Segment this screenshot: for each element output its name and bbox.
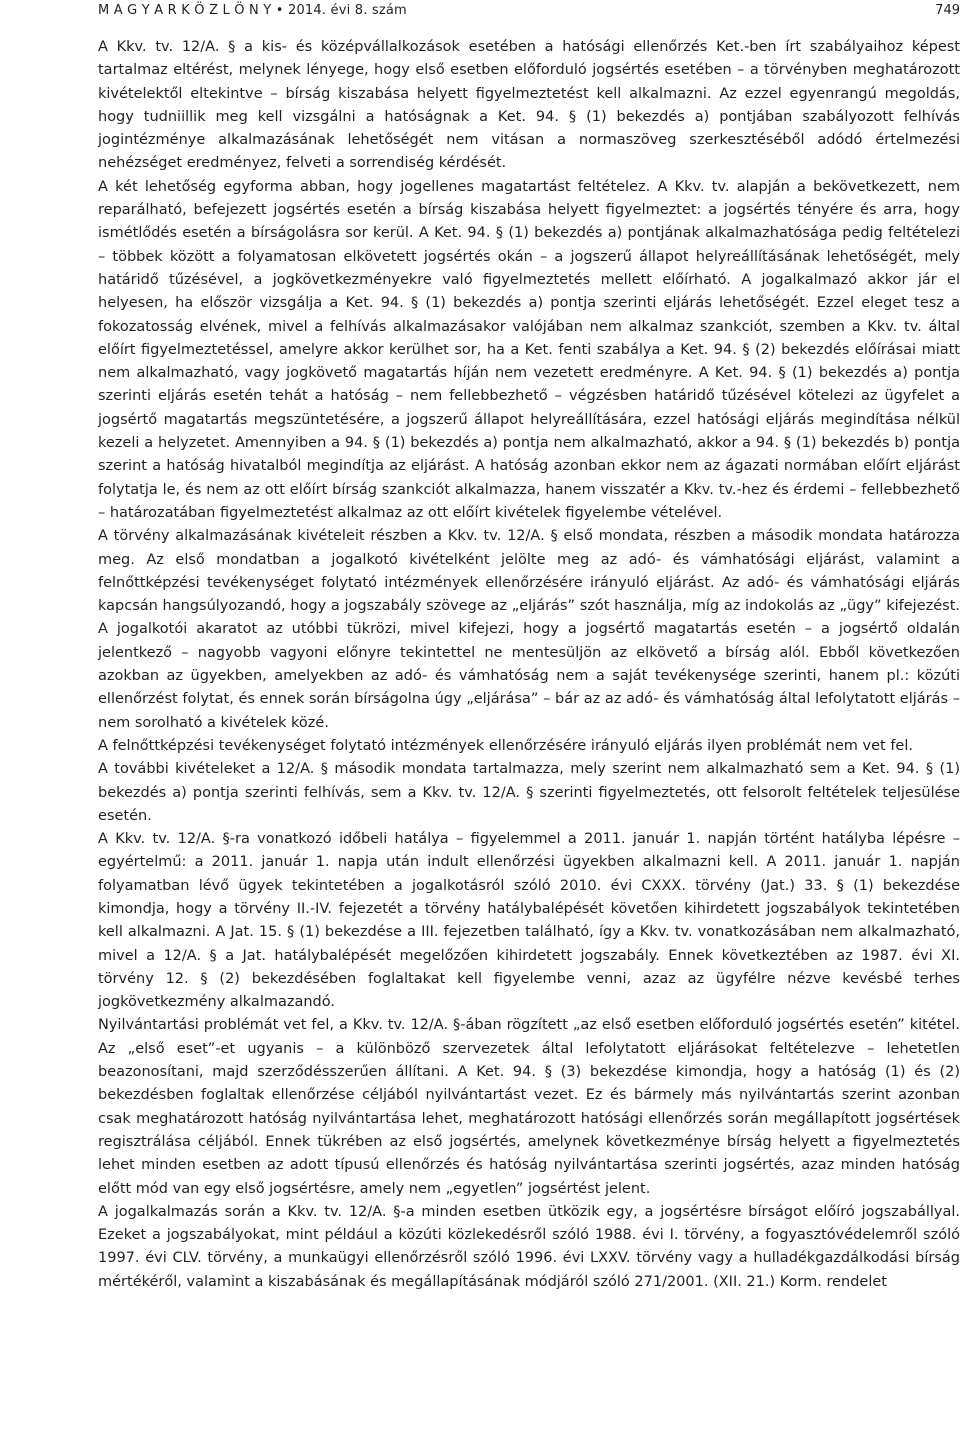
running-title: M A G Y A R K Ö Z L Ö N Y • 2014. évi 8. szám <box>98 3 407 18</box>
paragraph-2: A két lehetőség egyforma abban, hogy jogellenes magatartást feltételez. A Kkv. tv. alapján a bekövetkezett, nem reparálható, befejezett jogsértés esetén a bírság kiszabása helyett figyelmeztet: a jogsértés tényére és arra, hogy ismétlődés esetén a bírságolásra sor kerül. A Ket. 94. § (1) bekezdés a) pontjának alkalmazhatósága pedig feltételezi – többek között a folyamatosan elkövetett jogsértés okán – a jogszerű állapot helyreállításának lehetőségét, mely határidő tűzésével, a jogkövetkezményekre való figyelmeztetés mellett előírható. A jogalkalmazó akkor jár el helyesen, ha először vizsgálja a Ket. 94. § (1) bekezdés a) pontja szerinti eljárás lehetőségét. Ezzel eleget tesz a fokozatosság elvének, mivel a felhívás alkalmazásakor valójában nem alkalmaz szankciót, szemben a Kkv. tv. által előírt figyelmeztetéssel, amelyre akkor kerülhet sor, ha a Ket. fenti szabálya a Ket. 94. § (2) bekezdés előírásai miatt nem alkalmazható, vagy jogkövető magatartás híján nem vezetett eredményre. A Ket. 94. § (1) bekezdés a) pontja szerinti eljárás esetén tehát a hatóság – nem fellebbezhető – végzésben határidő tűzésével kötelezi az ügyfelet a jogsértő magatartás megszüntetésére, a jogszerű állapot helyreállítására, ezzel hatósági eljárás megindítása nélkül kezeli a helyzetet. Amennyiben a 94. § (1) bekezdés a) pontja nem alkalmazható, akkor a 94. § (1) bekezdés b) pontja szerint a hatóság hivatalból megindítja az eljárást. A hatóság azonban ekkor nem az ágazati normában előírt eljárást folytatja le, és nem az ott előírt bírság szankciót alkalmazza, hanem visszatér a Kkv. tv.-hez és érdemi – fellebbezhető – határozatában figyelmeztetést alkalmaz az ott előírt kivételek figyelembe vételével. <box>98 178 960 521</box>
paragraph-1: A Kkv. tv. 12/A. § a kis- és középvállalkozások esetében a hatósági ellenőrzés Ket.-ben írt szabályaihoz képest tartalmaz eltérést, melynek lényege, hogy első esetben előforduló jogsértés esetében – a törvényben meghatározott kivételektől eltekintve – bírság kiszabása helyett figyelmeztetést kell alkalmazni. Az ezzel egyenrangú megoldás, hogy tudniillik meg kell vizsgálni a hatóságnak a Ket. 94. § (1) bekezdés a) pontjában szabályozott felhívás jogintézménye alkalmazásának lehetőségét nem vitásan a normaszöveg szerkesztéséből adódó értelmezési nehézséget eredményez, felveti a sorrendiség kérdését. <box>98 39 960 172</box>
page-number: 749 <box>935 3 960 18</box>
paragraph-8: A jogalkalmazás során a Kkv. tv. 12/A. §-a minden esetben ütközik egy, a jogsértésre bírságot előíró jogszabállyal. Ezeket a jogszabályokat, mint például a közúti közlekedésről szóló 1988. évi I. törvény, a fogyasztóvédelemről szóló 1997. évi CLV. törvény, a munkaügyi ellenőrzésről szóló 1996. évi LXXV. törvény vagy a hulladékgazdálkodási bírság mértékéről, valamint a kiszabásának és megállapításának módjáról szóló 271/2001. (XII. 21.) Korm. rendelet <box>98 1203 960 1290</box>
paragraph-3: A törvény alkalmazásának kivételeit részben a Kkv. tv. 12/A. § első mondata, részben a második mondata határozza meg. Az első mondatban a jogalkotó kivételként jelölte meg az adó- és vámhatósági eljárást, valamint a felnőttképzési tevékenységet folytató intézmények ellenőrzésére irányuló eljárást. Az adó- és vámhatósági eljárás kapcsán hangsúlyozandó, hogy a jogszabály szövege az „eljárás” szót használja, míg az indokolás az „ügy” kifejezést. A jogalkotói akaratot az utóbbi tükrözi, mivel kifejezi, hogy a jogsértő magatartás esetén – a jogsértő oldalán jelentkező – nagyobb vagyoni előnyre tekintettel ne mentesüljön az elkövető a bírság alól. Ebből következően azokban az ügyekben, amelyekben az adó- és vámhatóság nem a saját tevékenysége szerinti, hanem pl.: közúti ellenőrzést folytat, és ennek során bírságolna úgy „eljárása” – bár az az adó- és vámhatóság által lefolytatott eljárás – nem sorolható a kivételek közé. <box>98 528 960 731</box>
paragraph-4: A felnőttképzési tevékenységet folytató intézmények ellenőrzésére irányuló eljárás ilyen problémát nem vet fel. <box>98 737 913 754</box>
paragraph-5: A további kivételeket a 12/A. § második mondata tartalmazza, mely szerint nem alkalmazható sem a Ket. 94. § (1) bekezdés a) pontja szerinti felhívás, sem a Kkv. tv. 12/A. § szerinti figyelmeztetés, ott felsorolt feltételek teljesülése esetén. <box>98 761 960 824</box>
paragraph-7: Nyilvántartási problémát vet fel, a Kkv. tv. 12/A. §-ában rögzített „az első esetben előforduló jogsértés esetén” kitétel. Az „első eset”-et ugyanis – a különböző szervezetek által lefolytatott eljárásokat feltételezve – lehetetlen beazonosítani, majd szerződésszerűen állítani. A Ket. 94. § (3) bekezdése kimondja, hogy a hatóság (1) és (2) bekezdésben foglaltak ellenőrzése céljából nyilvántartást vezet. Ez és bármely más nyilvántartás szerint azonban csak meghatározott hatóság nyilvántartása lehet, meghatározott hatósági ellenőrzés során megállapított jogsértések regisztrálása céljából. Ennek tükrében az első jogsértés, amelynek következménye bírság helyett a figyelmeztetés lehet minden esetben az adott típusú ellenőrzés és hatóság nyilvántartása szerinti jogsértés, azaz minden hatóság előtt mód van egy első jogsértésre, amely nem „egyetlen” jogsértést jelent. <box>98 1017 960 1197</box>
body-text <box>98 36 960 1294</box>
running-header <box>98 0 960 30</box>
paragraph-6: A Kkv. tv. 12/A. §-ra vonatkozó időbeli hatálya – figyelemmel a 2011. január 1. napján történt hatályba lépésre – egyértelmű: a 2011. január 1. napja után indult ellenőrzési ügyekben alkalmazni kell. A 2011. január 1. napján folyamatban lévő ügyek tekintetében a jogalkotásról szóló 2010. évi CXXX. törvény (Jat.) 33. § (1) bekezdése kimondja, hogy a törvény II.-IV. fejezetét a törvény hatálybalépését követően kihirdetett jogszabályok tekintetében kell alkalmazni. A Jat. 15. § (1) bekezdése a III. fejezetben található, így a Kkv. tv. vonatkozásában nem alkalmazható, mivel a 12/A. § a Jat. hatálybalépését megelőzően kihirdetett jogszabály. Ennek következtében az 1987. évi XI. törvény 12. § (2) bekezdésében foglaltakat kell figyelembe venni, azaz az ügyfélre nézve kevésbé terhes jogkövetkezmény alkalmazandó. <box>98 831 960 1011</box>
